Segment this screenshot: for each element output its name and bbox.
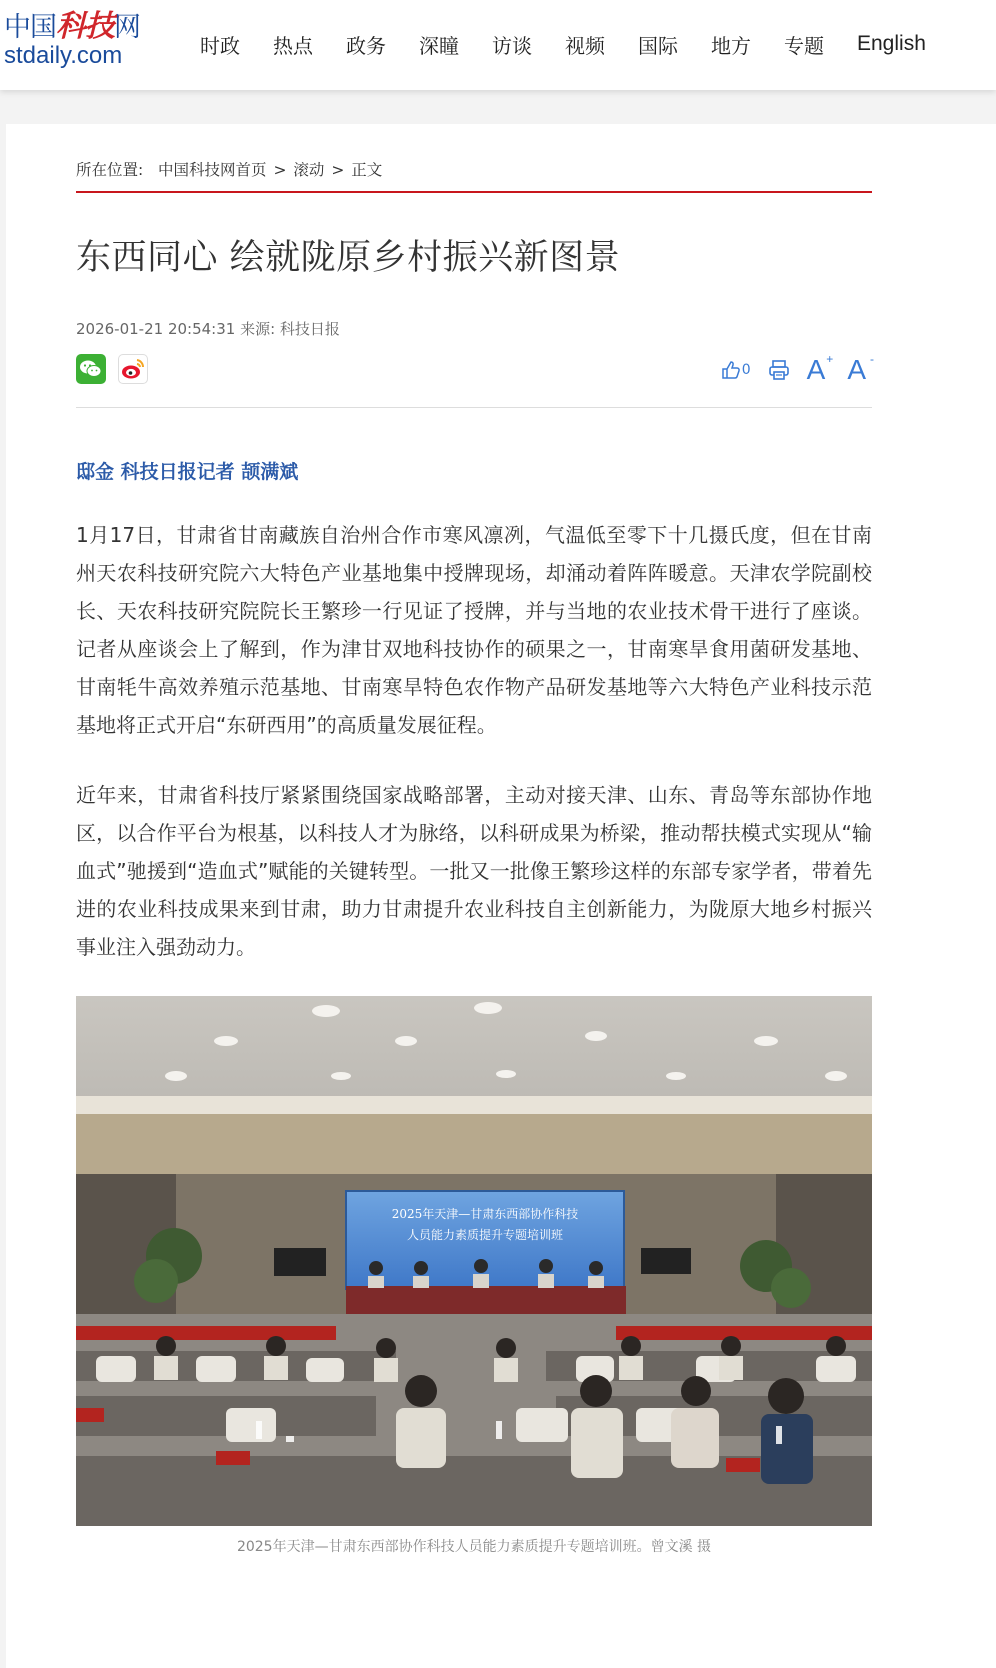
wechat-icon[interactable] xyxy=(76,354,106,384)
logo-chinese-text: 中国科技网 xyxy=(4,9,140,44)
logo-domain-text: stdaily.com xyxy=(4,42,123,69)
breadcrumb-current: 正文 xyxy=(351,161,383,179)
nav-item-fangtan[interactable]: 访谈 xyxy=(492,33,532,58)
breadcrumb-prefix: 所在位置: xyxy=(76,161,144,179)
breadcrumb-separator: > xyxy=(273,161,287,179)
nav-item-shentong[interactable]: 深瞳 xyxy=(419,33,459,58)
breadcrumb-home-link[interactable]: 中国科技网首页 xyxy=(158,161,267,179)
share-bar xyxy=(76,354,160,384)
article-title: 东西同心 绘就陇原乡村振兴新图景 xyxy=(76,238,621,278)
conference-room-illustration xyxy=(76,996,872,1526)
thumbs-up-icon xyxy=(720,359,742,381)
nav-item-zhengwu[interactable]: 政务 xyxy=(346,33,386,58)
site-logo[interactable] xyxy=(4,9,154,78)
printer-icon xyxy=(767,358,791,382)
breadcrumb-separator: > xyxy=(331,161,345,179)
nav-item-redian[interactable]: 热点 xyxy=(273,33,313,58)
print-button[interactable] xyxy=(767,358,791,382)
article-tools xyxy=(704,352,874,386)
like-button[interactable] xyxy=(720,359,751,381)
main-nav xyxy=(200,24,926,64)
article-meta: 2026-01-21 20:54:31 来源: 科技日报 xyxy=(76,320,340,338)
screen-banner-line-2: 人员能力素质提升专题培训班 xyxy=(406,1228,564,1242)
screen-banner-line-1: 2025年天津—甘肃东西部协作科技 xyxy=(391,1207,579,1221)
article-authors: 邸金 科技日报记者 颉满斌 xyxy=(76,461,299,483)
nav-item-shizheng[interactable]: 时政 xyxy=(200,33,240,58)
article-photo xyxy=(76,996,872,1526)
breadcrumb-section-link[interactable]: 滚动 xyxy=(293,161,325,179)
nav-item-shipin[interactable]: 视频 xyxy=(565,33,605,58)
like-count: 0 xyxy=(741,362,751,378)
article-paragraph: 1月17日，甘肃省甘南藏族自治州合作市寒风凛冽，气温低至零下十几摄氏度，但在甘南州天农科技研究院六大特色产业基地集中授牌现场，却涌动着阵阵暖意。天津农学院副校长、天农科技研究院院长王繁珍一行见证了授牌，并与当地的农业技术骨干进行了座谈。记者从座谈会上了解到，作为津甘双地科技协作的硕果之一，甘南寒旱食用菌研发基地、甘南牦牛高效养殖示范基地、甘南寒旱特色农作物产品研发基地等六大特色产业科技示范基地将正式开启“东研西用”的高质量发展征程。 xyxy=(76,523,872,737)
font-decrease-label: A - xyxy=(847,352,874,385)
nav-item-zhuanti[interactable]: 专题 xyxy=(784,33,824,58)
header-divider xyxy=(76,407,872,408)
font-increase-label: A + xyxy=(806,352,834,385)
nav-item-difang[interactable]: 地方 xyxy=(711,33,751,58)
font-increase-button[interactable] xyxy=(806,352,834,386)
article-container xyxy=(6,124,996,1668)
breadcrumb xyxy=(76,158,382,180)
nav-item-english[interactable]: English xyxy=(857,32,926,55)
nav-item-guoji[interactable]: 国际 xyxy=(638,33,678,58)
top-navigation-bar xyxy=(0,0,996,90)
weibo-icon[interactable] xyxy=(118,354,148,384)
photo-caption: 2025年天津—甘肃东西部协作科技人员能力素质提升专题培训班。曾文溪 摄 xyxy=(236,1539,712,1555)
article-paragraph: 近年来，甘肃省科技厅紧紧围绕国家战略部署，主动对接天津、山东、青岛等东部协作地区，以合作平台为根基，以科技人才为脉络，以科研成果为桥梁，推动帮扶模式实现从“输血式”驰援到“造血式”赋能的关键转型。一批又一批像王繁珍这样的东部专家学者，带着先进的农业科技成果来到甘肃，助力甘肃提升农业科技自主创新能力，为陇原大地乡村振兴事业注入强劲动力。 xyxy=(76,783,872,959)
breadcrumb-divider xyxy=(76,191,872,193)
font-decrease-button[interactable] xyxy=(847,352,874,386)
